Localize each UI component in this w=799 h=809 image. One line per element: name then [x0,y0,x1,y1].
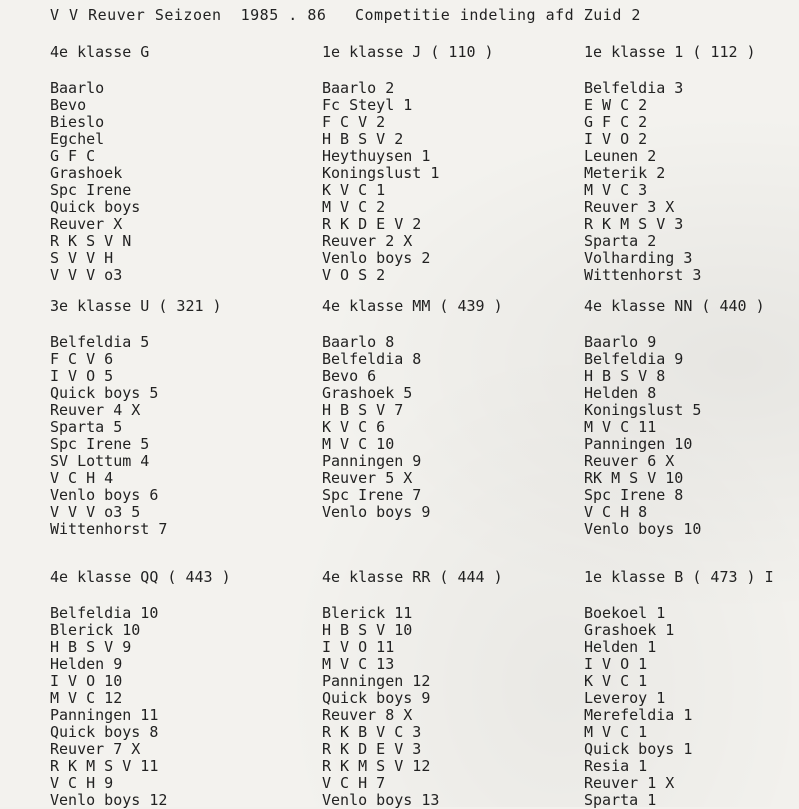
team-entry: H B S V 8 [584,367,666,385]
team-entry: Venlo boys 10 [584,520,702,538]
team-entry: Spc Irene 7 [322,486,422,504]
team-entry: V C H 7 [322,774,386,792]
team-entry: Sparta 5 [50,418,123,436]
league-section [50,567,312,809]
team-list [584,80,799,284]
team-entry: Venlo boys 6 [50,486,159,504]
team-entry: Panningen 12 [322,672,431,690]
team-list [322,80,584,284]
team-entry: G F C [50,147,96,165]
team-entry: Quick boys 1 [584,740,693,758]
team-entry: Reuver 6 X [584,452,675,470]
section-heading: 4e klasse RR ( 444 ) [322,568,503,586]
team-entry: Leveroy 1 [584,689,666,707]
team-entry: V C H 9 [50,774,114,792]
team-entry: Resia 1 [584,757,648,775]
team-entry: I V O 2 [584,130,648,148]
team-entry: Reuver 1 X [584,774,675,792]
team-entry: H B S V 7 [322,401,404,419]
team-entry: M V C 11 [584,418,657,436]
team-entry: R K B V C 3 [322,723,422,741]
team-entry: Heythuysen 1 [322,147,431,165]
team-entry: Reuver 8 X [322,706,413,724]
team-entry: Blerick 11 [322,604,413,622]
section-heading: 1e klasse B ( 473 ) I [584,568,774,586]
team-entry: V C H 8 [584,503,648,521]
team-entry: Venlo boys 2 [322,249,431,267]
team-entry: R K D E V 2 [322,215,422,233]
team-entry: Belfeldia 9 [584,350,684,368]
team-entry: Sparta 2 [584,232,657,250]
team-entry: R K S V N [50,232,132,250]
section-heading: 4e klasse NN ( 440 ) [584,297,765,315]
team-entry: Baarlo 9 [584,333,657,351]
team-entry: K V C 6 [322,418,386,436]
league-section [322,42,584,284]
team-entry: SV Lottum 4 [50,452,150,470]
team-entry: Reuver X [50,215,123,233]
team-entry: Spc Irene [50,181,132,199]
team-entry: R K D E V 3 [322,740,422,758]
league-section [584,42,799,284]
team-entry: I V O 10 [50,672,123,690]
team-list [584,334,799,538]
team-entry: Meterik 2 [584,164,666,182]
team-entry: Bevo 6 [322,367,377,385]
team-list [50,80,312,284]
team-entry: Fc Steyl 1 [322,96,413,114]
team-entry: Venlo boys 13 [322,791,440,809]
team-entry: Venlo boys 9 [322,503,431,521]
team-entry: R K M S V 11 [50,757,159,775]
team-entry: Wittenhorst 3 [584,266,702,284]
team-entry: V O S 2 [322,266,386,284]
team-entry: Belfeldia 5 [50,333,150,351]
league-section [322,567,584,809]
team-entry: Helden 9 [50,655,123,673]
team-entry: Blerick 10 [50,621,141,639]
team-entry: Grashoek [50,164,123,182]
team-entry: H B S V 10 [322,621,413,639]
team-entry: Helden 1 [584,638,657,656]
team-entry: Reuver 5 X [322,469,413,487]
team-entry: S V V H [50,249,114,267]
team-entry: V C H 4 [50,469,114,487]
team-entry: Koningslust 1 [322,164,440,182]
team-entry: Panningen 10 [584,435,693,453]
team-entry: Belfeldia 8 [322,350,422,368]
team-entry: I V O 1 [584,655,648,673]
team-entry: I V O 11 [322,638,395,656]
team-entry: Merefeldia 1 [584,706,693,724]
team-list [584,605,799,809]
team-entry: Bieslo [50,113,105,131]
team-entry: Panningen 9 [322,452,422,470]
league-section [50,296,312,538]
team-entry: Reuver 7 X [50,740,141,758]
team-list [322,334,584,521]
team-entry: M V C 1 [584,723,648,741]
team-entry: H B S V 2 [322,130,404,148]
team-entry: Leunen 2 [584,147,657,165]
team-entry: RK M S V 10 [584,469,684,487]
team-entry: Quick boys [50,198,141,216]
team-entry: Egchel [50,130,105,148]
team-entry: Bevo [50,96,87,114]
team-entry: Spc Irene 8 [584,486,684,504]
section-heading: 1e klasse 1 ( 112 ) [584,43,756,61]
team-entry: Boekoel 1 [584,604,666,622]
league-section [50,42,312,284]
team-entry: R K M S V 12 [322,757,431,775]
team-entry: Quick boys 5 [50,384,159,402]
team-entry: F C V 2 [322,113,386,131]
team-entry: Koningslust 5 [584,401,702,419]
team-entry: Grashoek 1 [584,621,675,639]
team-entry: Wittenhorst 7 [50,520,168,538]
section-heading: 3e klasse U ( 321 ) [50,297,222,315]
team-entry: Helden 8 [584,384,657,402]
team-entry: M V C 2 [322,198,386,216]
team-entry: Panningen 11 [50,706,159,724]
team-entry: G F C 2 [584,113,648,131]
team-entry: Quick boys 8 [50,723,159,741]
team-entry: Reuver 3 X [584,198,675,216]
team-entry: Belfeldia 10 [50,604,159,622]
team-entry: V V V o3 [50,266,123,284]
team-entry: M V C 12 [50,689,123,707]
section-heading: 4e klasse MM ( 439 ) [322,297,503,315]
team-list [50,334,312,538]
team-entry: Venlo boys 12 [50,791,168,809]
team-entry: Baarlo 8 [322,333,395,351]
league-section [584,296,799,538]
team-entry: Reuver 4 X [50,401,141,419]
team-entry: Quick boys 9 [322,689,431,707]
team-entry: K V C 1 [322,181,386,199]
team-entry: R K M S V 3 [584,215,684,233]
team-entry: Grashoek 5 [322,384,413,402]
team-entry: V V V o3 5 [50,503,141,521]
section-heading: 4e klasse QQ ( 443 ) [50,568,231,586]
team-list [322,605,584,809]
team-entry: M V C 13 [322,655,395,673]
team-entry: Baarlo 2 [322,79,395,97]
team-entry: Sparta 1 [584,791,657,809]
page-title: V V Reuver Seizoen 1985 . 86 Competitie indeling afd Zuid 2 [50,6,641,24]
team-list [50,605,312,809]
team-entry: F C V 6 [50,350,114,368]
team-entry: H B S V 9 [50,638,132,656]
league-section [584,567,799,809]
section-heading: 1e klasse J ( 110 ) [322,43,494,61]
team-entry: I V O 5 [50,367,114,385]
league-section [322,296,584,521]
team-entry: Reuver 2 X [322,232,413,250]
team-entry: Volharding 3 [584,249,693,267]
section-heading: 4e klasse G [50,43,150,61]
team-entry: Belfeldia 3 [584,79,684,97]
team-entry: K V C 1 [584,672,648,690]
team-entry: E W C 2 [584,96,648,114]
team-entry: M V C 3 [584,181,648,199]
team-entry: Baarlo [50,79,105,97]
team-entry: M V C 10 [322,435,395,453]
team-entry: Spc Irene 5 [50,435,150,453]
